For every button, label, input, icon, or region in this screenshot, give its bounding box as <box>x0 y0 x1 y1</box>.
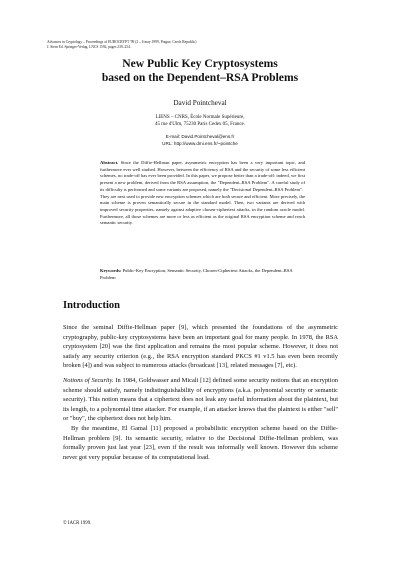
affiliation <box>0 114 400 128</box>
body-text <box>63 323 338 462</box>
para-2-lead: Notions of Security. <box>63 376 114 384</box>
para-2-text: In 1984, Goldwasser and Micali [12] defined some security notions that an encryption scheme should satisfy, namely indistinguishability of encryptions (a.k.a. polynomial security or semantic security). This notion means that a ciphertext does not leak any useful information about the plaintext, but its length, to a polynomial time attacker. For example, if an attacker knows that the plaintext is either "sell" or "buy", the ciphertext does not help him. <box>63 376 338 423</box>
author-email[interactable]: E-mail: David.Pointcheval@ens.fr <box>165 134 235 139</box>
body-para-2 <box>63 376 338 424</box>
header-line-1: Advances in Cryptology – Proceedings of EUROCRYPT '99 (2 – 6 may 1999, Prague, Czech Republic) <box>47 40 197 44</box>
keywords-heading: Keywords: <box>100 268 122 273</box>
body-para-3: By the meantime, El Gamal [11] proposed a probabilistic encryption scheme based on the Diffie-Hellman problem [9]. Its semantic security, relative to the Decisional Diffie-Hellman problem, was formally proven just last year [23], even if the result was informally well known. However this scheme never got very popular because of its computational load. <box>63 424 338 461</box>
body-para-1: Since the seminal Diffie-Hellman paper [9], which presented the foundations of the asymmetric cryptography, public-key cryptosystems have been an important goal for many people. In 1978, the RSA cryptosystem [20] was the first application and remains the most popular scheme. However, it does not satisfy any security criterion (e.g., the RSA encryption standard PKCS #1 v1.5 has even been recently broken [4]) and was subject to numerous attacks (broadcast [13], related messages [7], etc). <box>63 324 338 370</box>
section-title: Introduction <box>63 300 120 311</box>
header-line-2: J. Stern Ed. Springer-Verlag, LNCS 1592, pages 239–254. <box>47 45 131 49</box>
copyright-notice: © IACR 1999. <box>63 521 92 526</box>
title-line-2: based on the Dependent–RSA Problems <box>101 71 299 84</box>
contact-info <box>0 133 400 147</box>
affiliation-line-2: 45 rue d'Ulm, 75230 Paris Cedex 05, France. <box>154 122 246 127</box>
abstract-para-1 <box>100 160 305 194</box>
keywords <box>100 268 305 281</box>
abstract-para-2: They are next used to provide new encryption schemes which are both secure and efficient. More precisely, the main scheme is proven semantically secure in the standard model. Then, two variants are derived with improved security properties, namely against adaptive chosen-ciphertext attacks, in the random oracle model. Furthermore, all those schemes are more or less as efficient as the original RSA encryption scheme and reach semantic security. <box>100 193 305 226</box>
paper-title <box>0 57 400 85</box>
author-name: David Pointcheval <box>173 99 227 107</box>
abstract-heading: Abstract. <box>100 160 119 165</box>
publication-header <box>47 40 347 50</box>
abstract-text-1: Since the Diffie-Hellman paper, asymmetric encryption has been a very important topic, and furthermore ever well studied. However, between the efficiency of RSA and the security of some less efficient schemes, no trade-off has ever been provided. In this paper, we propose better than a trade-off: indeed, we first present a new problem, derived from the RSA assumption, the "Dependent–RSA Problem". A careful study of its difficulty is performed and some variants are proposed, namely the "Decisional Dependent–RSA Problem". <box>100 160 305 192</box>
affiliation-line-1: LIENS – CNRS, École Normale Supérieure, <box>155 115 245 120</box>
title-line-1: New Public Key Cryptosystems <box>122 57 278 70</box>
abstract <box>100 160 305 227</box>
keywords-text: Public-Key Encryption, Semantic Security, Chosen-Ciphertext Attacks, the Dependent–RSA Problem <box>100 268 293 280</box>
author-url[interactable]: URL: http://www.dmi.ens.fr/~pointche <box>162 141 238 146</box>
